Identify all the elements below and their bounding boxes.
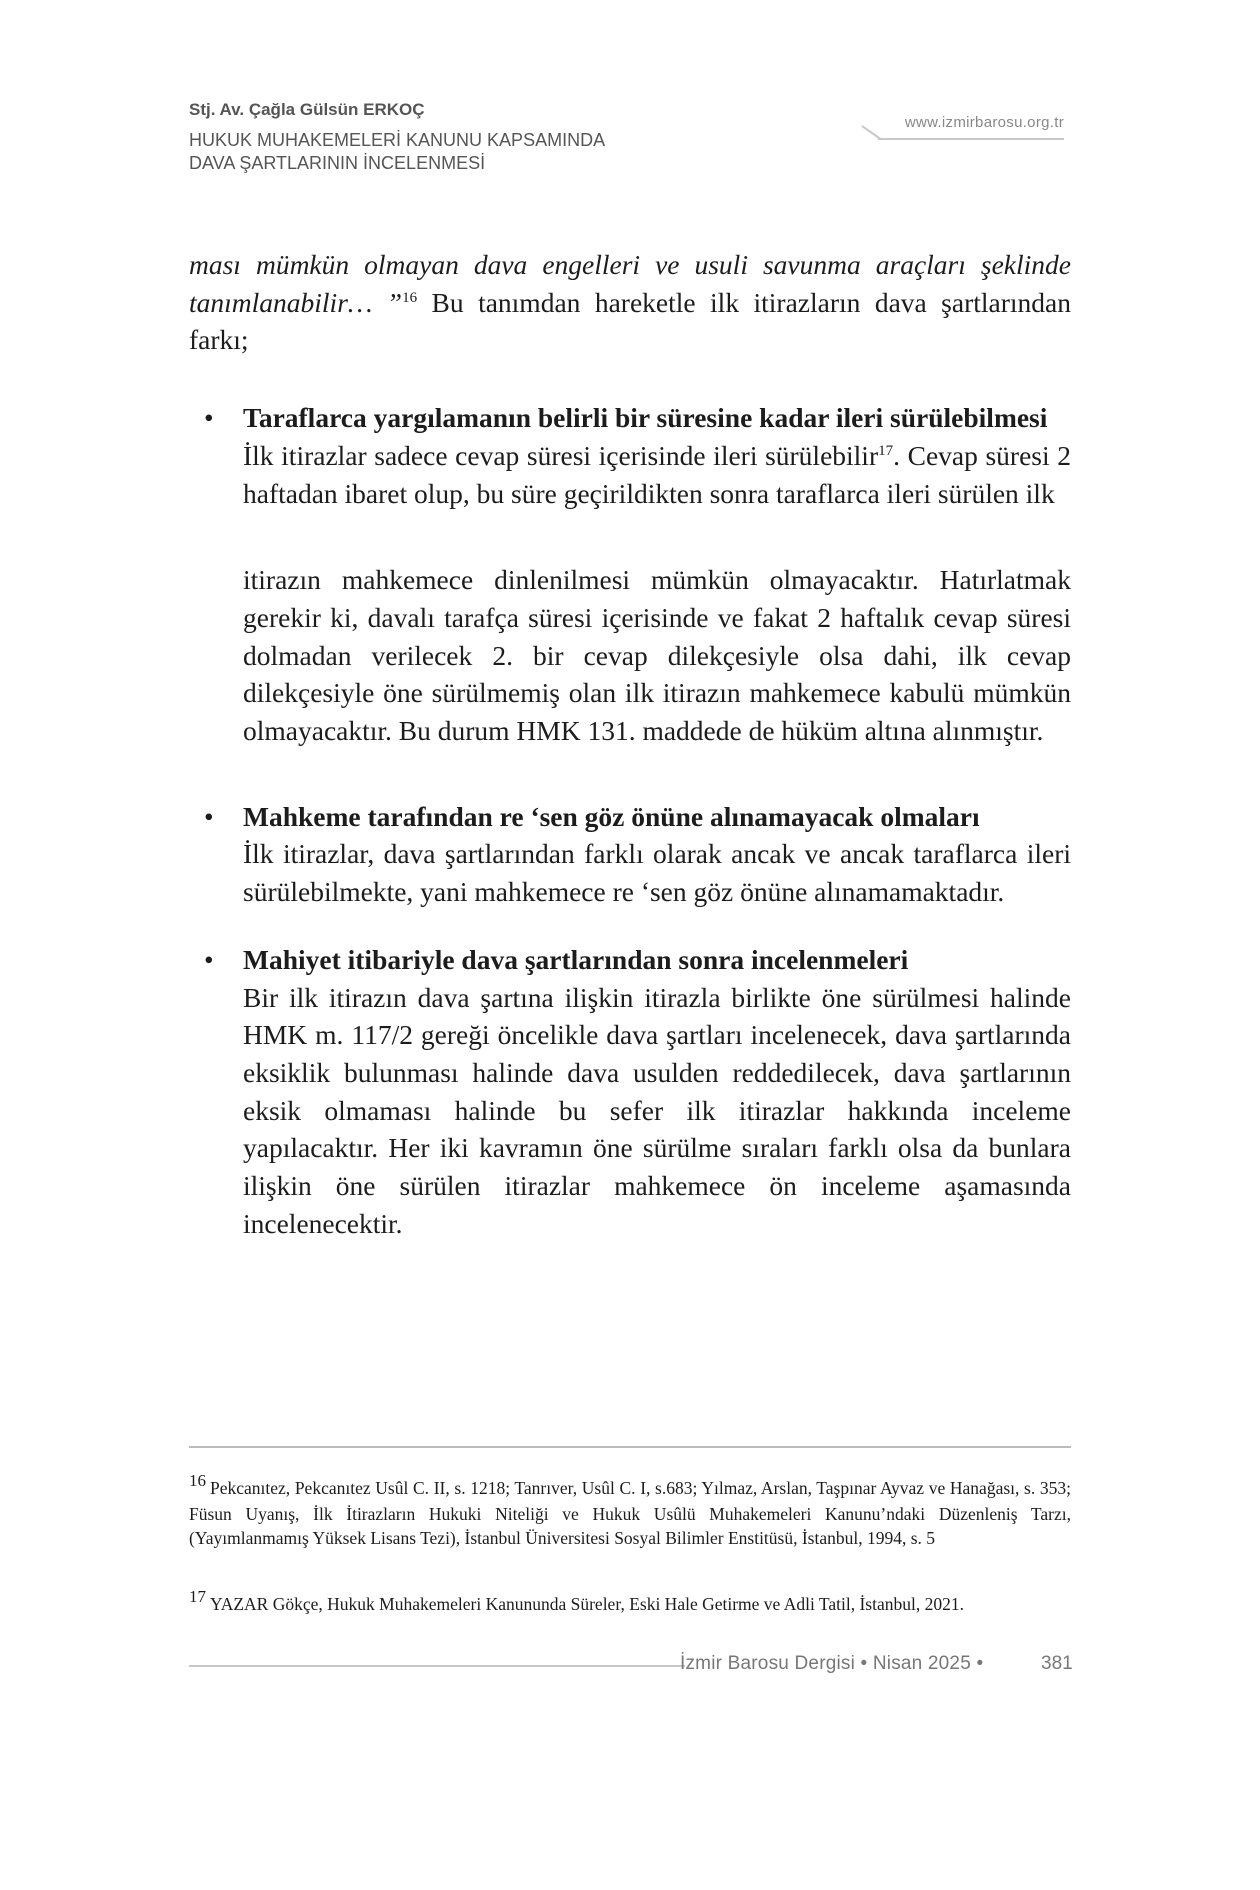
bullet-item-1 (189, 399, 1071, 750)
bullet-item-2 (189, 798, 1071, 911)
footnote-16 (189, 1471, 1071, 1551)
bullet-item-3 (189, 941, 1071, 1243)
bullet-text-3: Bir ilk itirazın dava şartına ilişkin itirazla birlikte öne sürülmesi halinde HMK m. 117/2 gereği öncelikle dava şartları incelenecek, dava şartlarında eksiklik bulunması halinde dava usulden reddedilecek, dava şartlarının eksik olmaması halinde bu sefer ilk itirazlar hakkında inceleme yapılacaktır. Her iki kavramın öne sürülme sıraları farklı olsa da bunlara ilişkin öne sürülen itirazlar mahkemece ön inceleme aşamasında incelenecektir. (243, 981, 1071, 1239)
footnote-ref-16: 16 (402, 289, 418, 306)
bullet-heading-1 (204, 399, 1071, 437)
footnote-divider (189, 1446, 1071, 1448)
bullet-dot-icon: • (204, 943, 214, 975)
footnote-text: YAZAR Gökçe, Hukuk Muhakemeleri Kanununda Süreler, Eski Hale Getirme ve Adli Tatil, İstanbul, 2021. (210, 1594, 964, 1614)
header-title-line-2: DAVA ŞARTLARININ İNCELENMESİ (189, 153, 486, 173)
bullet-dot-icon: • (204, 800, 214, 832)
intro-text: Bu tanımdan hareketle ilk itirazların dava şartlarından farkı; (189, 286, 1071, 356)
bullet-text-2: İlk itirazlar, dava şartlarından farklı olarak ancak ve ancak taraflarca ileri sürülebilmekte, yani mahkemece re ‘sen göz önüne alınamamaktadır. (243, 838, 1071, 908)
footnote-number: 17 (189, 1587, 206, 1606)
intro-paragraph (189, 246, 1071, 359)
bullet-heading-2-text: Mahkeme tarafından re ‘sen göz önüne alınamayacak olmaları (243, 800, 980, 832)
bullet-heading-3-text: Mahiyet itibariyle dava şartlarından sonra incelenmeleri (243, 943, 909, 975)
page-number: 381 (1041, 1653, 1073, 1674)
footer-divider (189, 1665, 685, 1667)
footer-journal: İzmir Barosu Dergisi • Nisan 2025 • (680, 1653, 984, 1674)
article-body (189, 246, 1071, 1242)
footnote-text: Pekcanıtez, Pekcanıtez Usûl C. II, s. 1218; Tanrıver, Usûl C. I, s.683; Yılmaz, Arslan, Taşpınar Ayvaz ve Hanağası, s. 353; Füsun Uyanış, İlk İtirazların Hukuki Niteliği ve Hukuk Usûlü Muhakemeleri Kanunu’ndaki Düzenleniş Tarzı, (Yayımlanmamış Yüksek Lisans Tezi), İstanbul Üniversitesi Sosyal Bilimler Enstitüsü, İstanbul, 1994, s. 5 (189, 1478, 1071, 1548)
bullet-heading-1-text: Taraflarca yargılamanın belirli bir süresine kadar ileri sürülebilmesi (243, 402, 1048, 434)
bullet-text-1 (243, 437, 1071, 512)
intro-quote: ması mümkün olmayan dava engelleri ve usuli savunma araçları şeklinde tanımlanabilir… ” (189, 249, 1071, 318)
bullet-continuation-1: itirazın mahkemece dinlenilmesi mümkün olmayacaktır. Hatırlatmak gerekir ki, davalı tarafça süresi içerisinde ve fakat 2 haftalık cevap süresi dolmadan verilecek 2. bir cevap dilekçesiyle olsa dahi, ilk cevap dilekçesiyle öne sürülmemiş olan ilk itirazın mahkemece kabulü mümkün olmayacaktır. Bu durum HMK 131. maddede de hüküm altına alınmıştır. (243, 564, 1071, 747)
footnote-ref-17: 17 (878, 442, 894, 459)
bullet-text-1b: . Cevap süresi 2 haftadan ibaret olup, bu süre geçirildikten sonra taraflarca ileri sürülen ilk (243, 439, 1071, 509)
bullet-text-1a: İlk itirazlar sadece cevap süresi içerisinde ileri sürülebilir (243, 439, 879, 471)
header-article-title (189, 129, 605, 175)
header-divider (878, 138, 1064, 140)
header-title-line-1: HUKUK MUHAKEMELERİ KANUNU KAPSAMINDA (189, 130, 606, 150)
bullet-heading-3 (204, 941, 1071, 979)
header-author: Stj. Av. Çağla Gülsün ERKOÇ (189, 100, 425, 119)
bullet-dot-icon: • (204, 402, 214, 434)
bullet-heading-2 (204, 798, 1071, 836)
header-url: www.izmirbarosu.org.tr (904, 114, 1064, 131)
footnote-17 (189, 1587, 1071, 1618)
footnote-number: 16 (189, 1471, 206, 1490)
